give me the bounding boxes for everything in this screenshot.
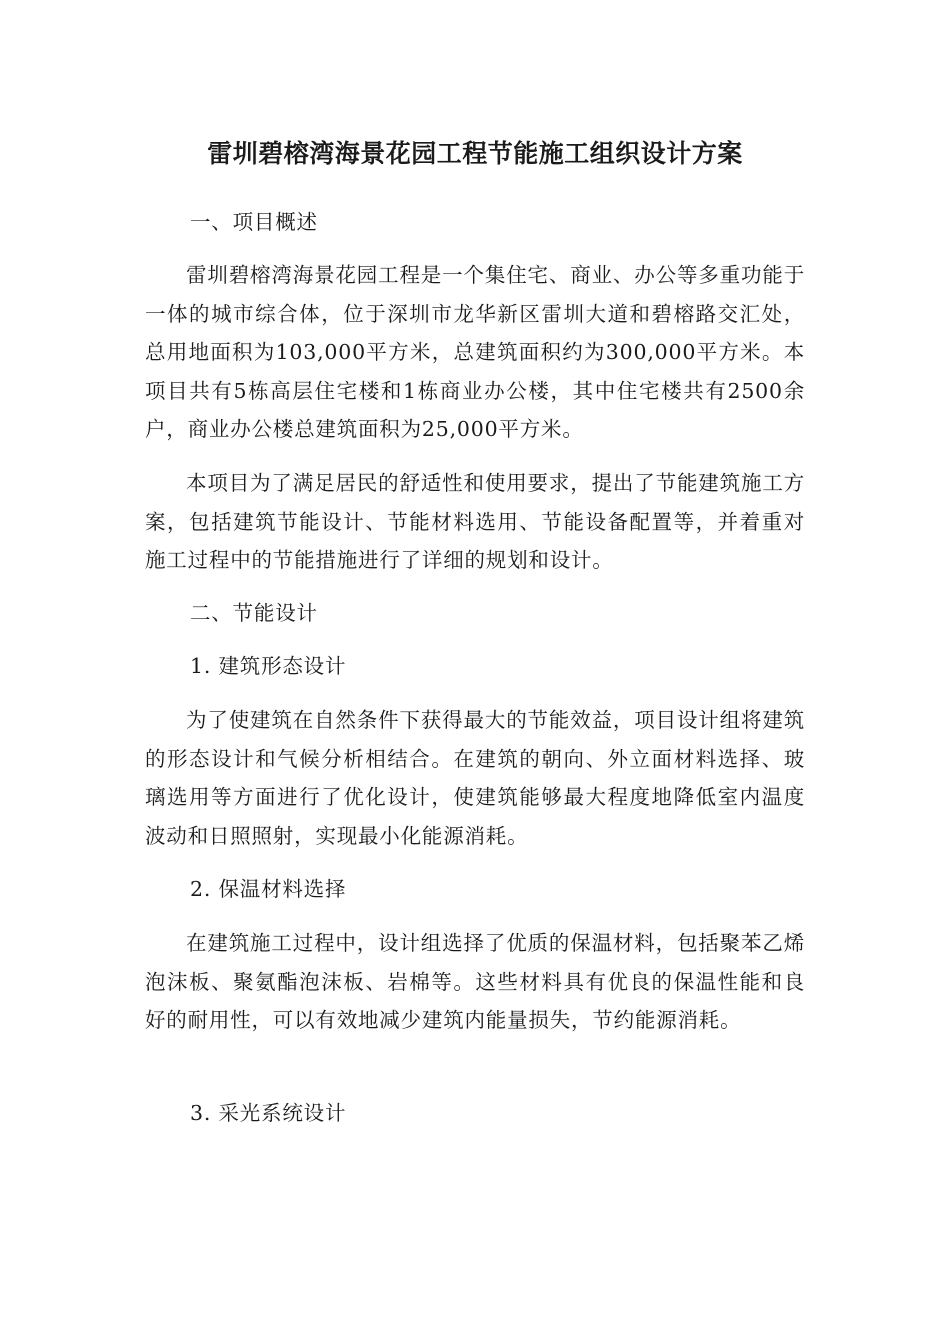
document-title: 雷圳碧榕湾海景花园工程节能施工组织设计方案	[207, 139, 743, 168]
section-heading-overview: 一、项目概述	[190, 210, 318, 234]
paragraph-project-goal: 本项目为了满足居民的舒适性和使用要求，提出了节能建筑施工方案，包括建筑节能设计、节能材料选用、节能设备配置等，并着重对施工过程中的节能措施进行了详细的规划和设计。	[145, 471, 805, 572]
subheading-building-form: 1. 建筑形态设计	[190, 654, 347, 678]
paragraph-project-overview: 雷圳碧榕湾海景花园工程是一个集住宅、商业、办公等多重功能于一体的城市综合体，位于深圳市龙华新区雷圳大道和碧榕路交汇处，总用地面积为103,000平方米，总建筑面积约为300,000平方米。本项目共有5栋高层住宅楼和1栋商业办公楼，其中住宅楼共有2500余户，商业办公楼总建筑面积为25,000平方米。	[145, 263, 805, 441]
subheading-daylighting: 3. 采光系统设计	[190, 1101, 347, 1125]
section-heading-energy-design: 二、节能设计	[190, 601, 318, 625]
paragraph-building-form: 为了使建筑在自然条件下获得最大的节能效益，项目设计组将建筑的形态设计和气候分析相结合。在建筑的朝向、外立面材料选择、玻璃选用等方面进行了优化设计，使建筑能够最大程度地降低室内温度波动和日照照射，实现最小化能源消耗。	[145, 708, 805, 848]
subheading-insulation-materials: 2. 保温材料选择	[190, 877, 347, 901]
paragraph-insulation-materials: 在建筑施工过程中，设计组选择了优质的保温材料，包括聚苯乙烯泡沫板、聚氨酯泡沫板、岩棉等。这些材料具有优良的保温性能和良好的耐用性，可以有效地减少建筑内能量损失，节约能源消耗。	[145, 931, 805, 1032]
